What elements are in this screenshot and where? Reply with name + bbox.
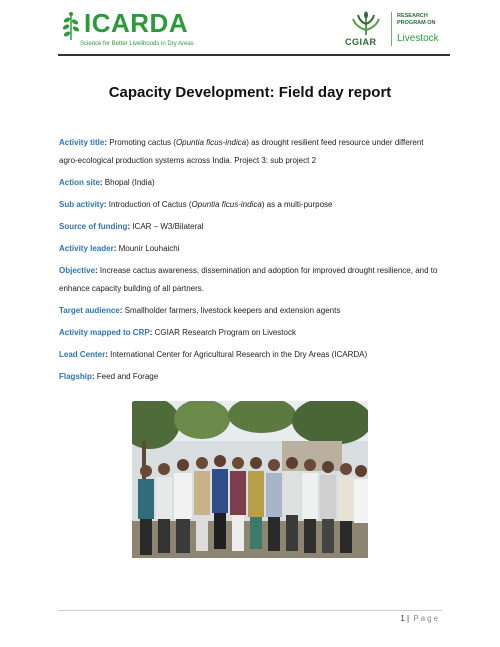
field-label: Objective [59,266,96,275]
page-separator: | [404,614,412,623]
program-line-1: RESEARCH [397,13,428,19]
field-label: Source of funding [59,222,128,231]
field-value: Introduction of Cactus ( [106,200,192,209]
logo-divider [391,12,392,46]
field-lead-center: Lead Center: International Center for Agricultural Research in the Dry Areas (ICARDA) [59,350,368,359]
report-fields [59,134,444,390]
field-action-site: Action site: Bhopal (India) [59,178,155,187]
field-value: Mounir Louhaichi [116,244,180,253]
program-label [397,13,436,27]
cgiar-livestock-logo [343,10,453,50]
field-value: ICAR – W3/Bilateral [130,222,204,231]
report-title: Capacity Development: Field day report [108,84,392,101]
cgiar-name: CGIAR [345,37,377,47]
field-target-audience: Target audience: Smallholder farmers, livestock keepers and extension agents [59,306,341,315]
field-label: Lead Center [59,350,106,359]
page-number: 1 [400,614,405,623]
page-header [0,0,500,58]
field-label: Flagship [59,372,92,381]
field-sub-activity: Sub activity: Introduction of Cactus (Opuntia ficus-indica) as a multi-purpose [59,200,333,209]
field-value: Smallholder farmers, livestock keepers and extension agents [122,306,341,315]
field-value: International Center for Agricultural Research in the Dry Areas (ICARDA) [107,350,368,359]
field-flagship: Flagship: Feed and Forage [59,372,159,381]
field-value: Increase cactus awareness, dissemination and adoption for improved drought resilience, and to enhance capacity building of all partners. [59,266,438,293]
field-source-of-funding: Source of funding: ICAR – W3/Bilateral [59,222,204,231]
field-activity-mapped: Activity mapped to CRP: CGIAR Research Program on Livestock [59,328,296,337]
cgiar-wheat-icon [349,10,383,36]
page-footer [400,614,440,623]
field-label: Sub activity [59,200,104,209]
program-name: Livestock [397,33,439,44]
icarda-name: ICARDA [84,8,189,38]
field-value: Bhopal (India) [102,178,155,187]
field-objective: Objective: Increase cactus awareness, dissemination and adoption for improved drought resilience, and to enhance capacity building of all partners. [59,266,438,293]
field-label: Activity leader [59,244,114,253]
leaf-logo-icon [60,10,82,42]
field-activity-title: Activity title: Promoting cactus (Opuntia ficus-indica) as drought resilient feed resource under different agro-ecological production systems across India. Project 3: sub project 2 [59,138,424,165]
icarda-logo [58,8,194,50]
field-activity-leader: Activity leader: Mounir Louhaichi [59,244,180,253]
field-value: Promoting cactus ( [107,138,176,147]
field-value-cont: ) as a multi-purpose [261,200,333,209]
field-value-cont: ) as drought resilient feed resource under different agro-ecological production systems across India. Project 3: sub project 2 [59,138,424,165]
species-name: Opuntia ficus-indica [175,138,247,147]
icarda-tagline: Science for Better Livelihoods in Dry Areas [80,41,194,47]
footer-rule [58,610,442,611]
field-label: Activity title [59,138,105,147]
page-word: Page [413,614,440,623]
field-value: CGIAR Research Program on Livestock [152,328,296,337]
group-photo [132,401,368,558]
species-name: Opuntia ficus-indica [191,200,262,209]
field-label: Target audience [59,306,120,315]
field-label: Activity mapped to CRP [59,328,150,337]
program-line-2: PROGRAM ON [397,20,436,26]
field-value: Feed and Forage [94,372,159,381]
field-label: Action site [59,178,100,187]
header-rule [58,54,450,56]
